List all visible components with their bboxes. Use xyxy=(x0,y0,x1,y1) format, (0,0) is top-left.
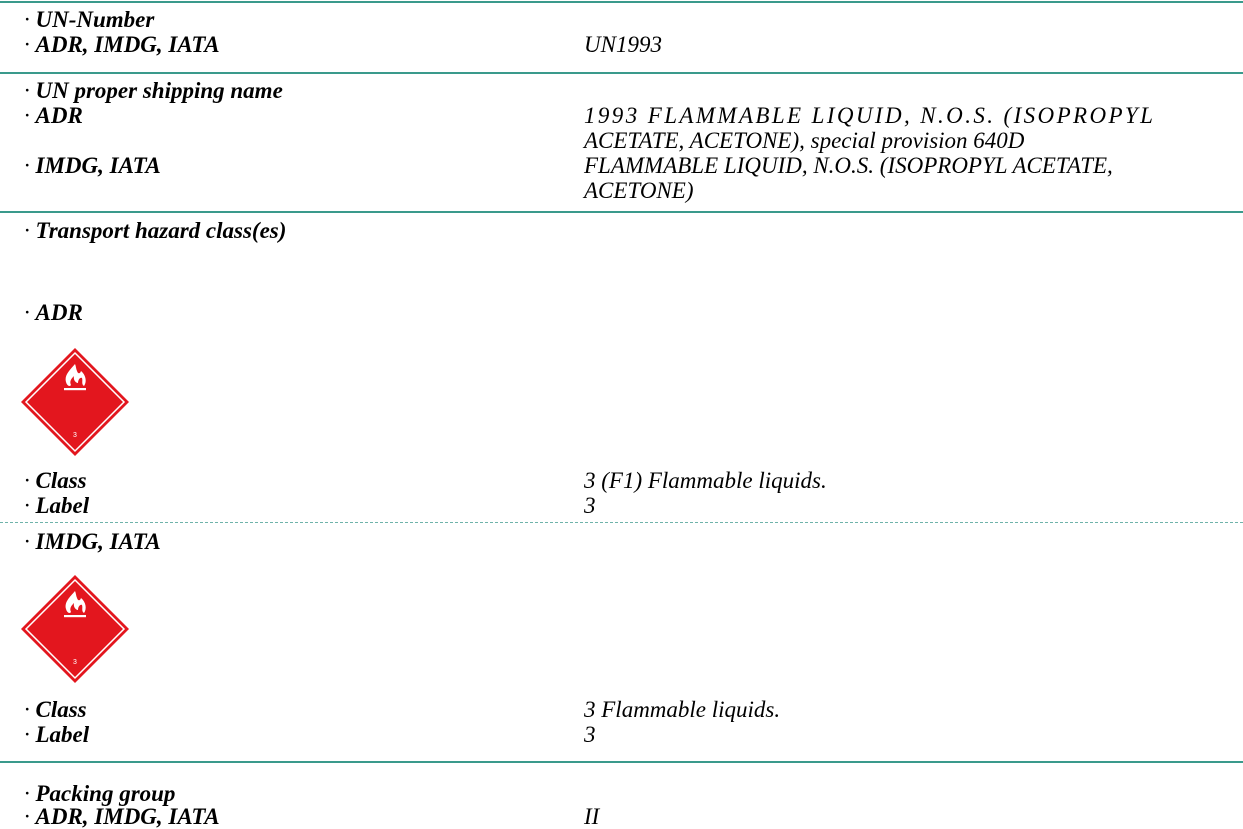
svg-text:3: 3 xyxy=(73,432,77,439)
shipping-name-imdg-line1: FLAMMABLE LIQUID, N.O.S. (ISOPROPYL ACETATE, xyxy=(584,153,1113,178)
subsection-dashed-rule xyxy=(0,522,1243,523)
hazard-imdg-class-value: 3 Flammable liquids. xyxy=(584,697,781,722)
svg-text:3: 3 xyxy=(73,659,77,666)
packing-group-heading: · Packing group xyxy=(24,781,176,806)
flammable-liquid-placard-icon xyxy=(20,574,130,684)
shipping-name-heading: · UN proper shipping name xyxy=(24,78,283,103)
shipping-name-imdg-line2: ACETONE) xyxy=(584,178,694,203)
hazard-adr-label-value: 3 xyxy=(584,493,596,518)
shipping-name-imdg-label: · IMDG, IATA xyxy=(24,153,161,178)
un-number-value: UN1993 xyxy=(584,32,662,57)
hazard-imdg-label-label: · Label xyxy=(24,722,90,747)
hazard-adr-class-value: 3 (F1) Flammable liquids. xyxy=(584,468,827,493)
hazard-adr-class-label: · Class xyxy=(24,468,87,493)
packing-group-label: · ADR, IMDG, IATA xyxy=(24,804,220,829)
shipping-name-adr-line1: 1993 FLAMMABLE LIQUID, N.O.S. (ISOPROPYL xyxy=(584,103,1156,128)
hazard-adr-heading: · ADR xyxy=(24,300,83,325)
section-rule xyxy=(0,211,1243,213)
un-number-heading: · UN-Number xyxy=(24,7,155,32)
hazard-imdg-heading: · IMDG, IATA xyxy=(24,529,161,554)
section-rule xyxy=(0,1,1243,3)
hazard-imdg-label-value: 3 xyxy=(584,722,596,747)
section-rule xyxy=(0,761,1243,763)
hazard-adr-label-label: · Label xyxy=(24,493,90,518)
un-number-label: · ADR, IMDG, IATA xyxy=(24,32,220,57)
shipping-name-adr-label: · ADR xyxy=(24,103,83,128)
hazard-class-heading: · Transport hazard class(es) xyxy=(24,218,287,243)
flammable-liquid-placard-icon xyxy=(20,347,130,457)
hazard-imdg-class-label: · Class xyxy=(24,697,87,722)
section-rule xyxy=(0,72,1243,74)
shipping-name-adr-line2: ACETATE, ACETONE), special provision 640D xyxy=(584,128,1025,153)
packing-group-value: II xyxy=(584,804,600,829)
